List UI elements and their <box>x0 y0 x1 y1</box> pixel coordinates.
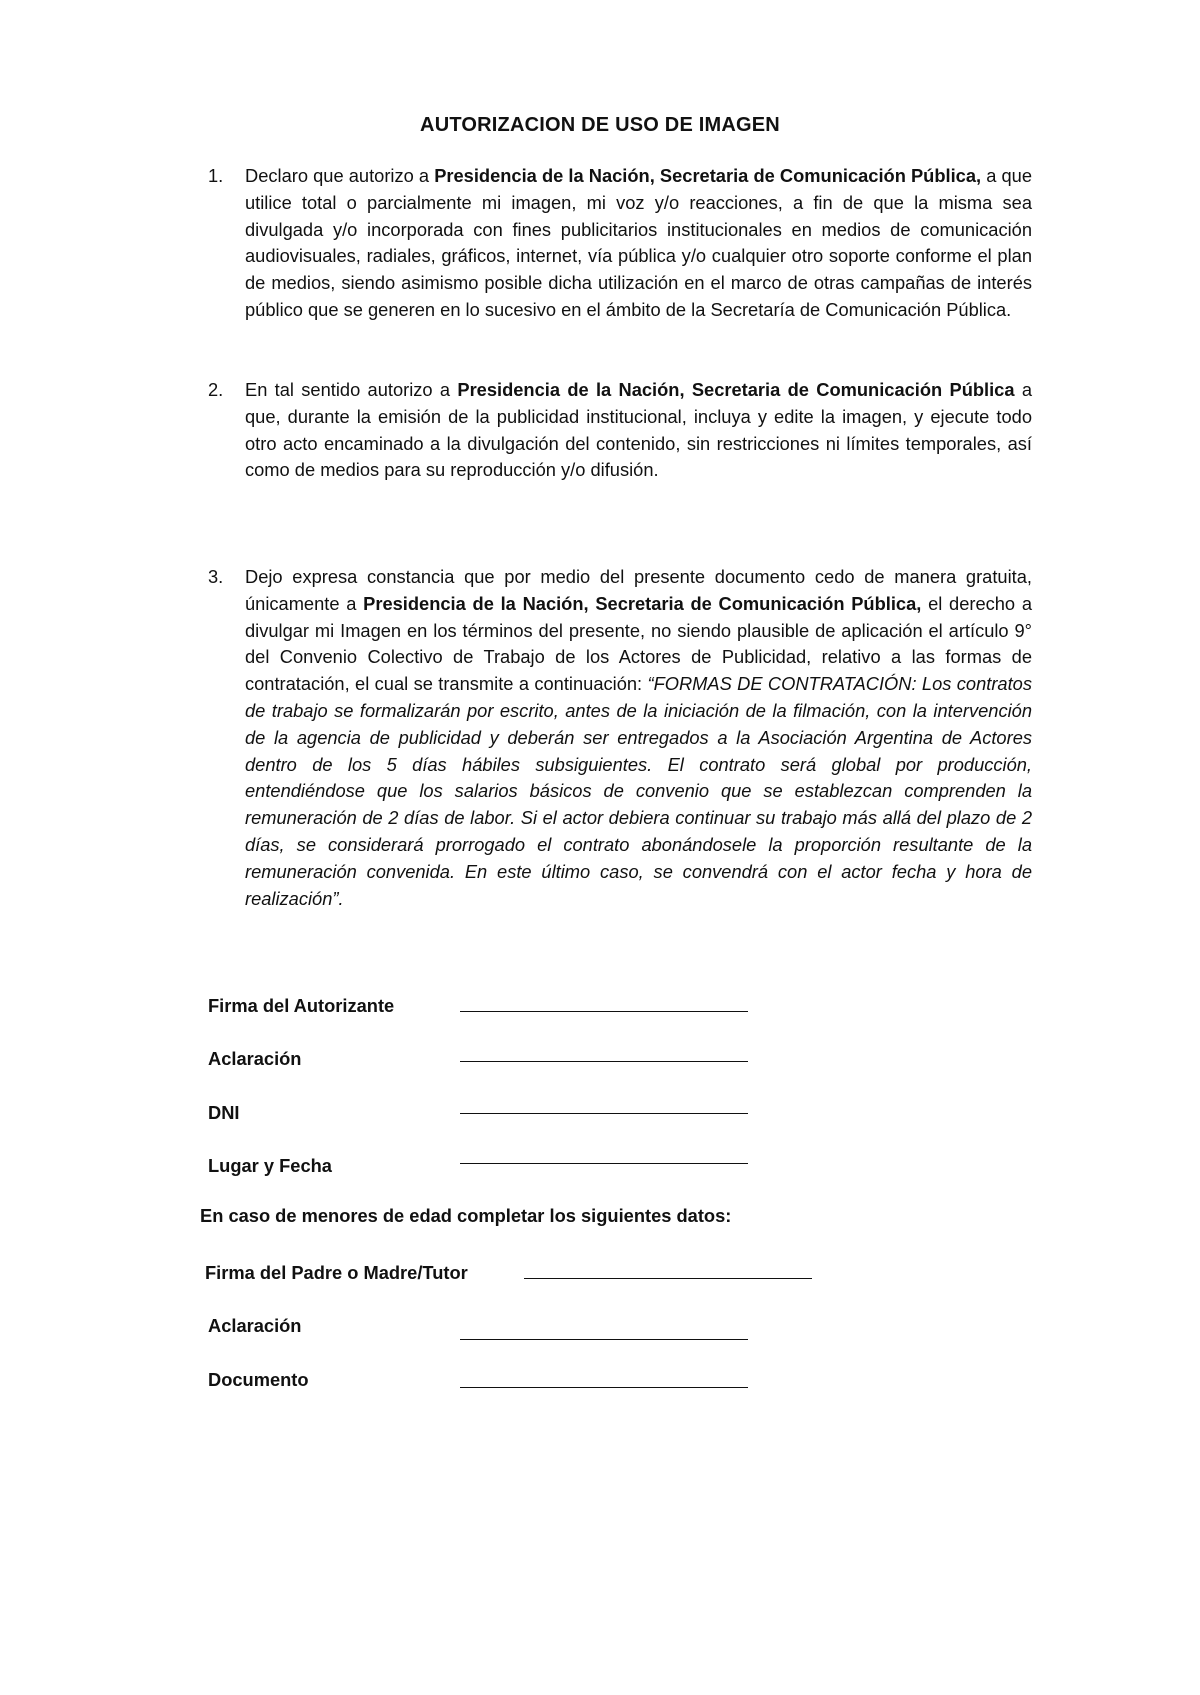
minor-clarification-line[interactable] <box>460 1339 748 1340</box>
clause-text: En tal sentido autorizo a <box>245 379 458 400</box>
dni-field-label: DNI <box>208 1102 240 1123</box>
clause-1 <box>208 163 1032 324</box>
signature-line[interactable] <box>460 1011 748 1012</box>
clause-entity-name: Presidencia de la Nación, Secretaria de Comunicación Pública, <box>434 165 982 186</box>
clause-body <box>245 377 1032 484</box>
clause-number: 1. <box>208 165 224 186</box>
minors-section-heading: En caso de menores de edad completar los siguientes datos: <box>200 1205 732 1226</box>
clarification-line[interactable] <box>460 1061 748 1062</box>
clause-text: a que, durante la emisión de la publicidad institucional, incluya y edite la imagen, y ejecute todo otro acto encaminado a la divulgación del contenido, sin restricciones ni límites temporales, así como de medios para su reproducción y/o difusión. <box>245 379 1033 481</box>
clause-text: el derecho a divulgar mi Imagen en los términos del presente, no siendo plausible de aplicación el artículo 9° del Convenio Colectivo de Trabajo de los Actores de Publicidad, relativo a las formas de contratación, el cual se transmite a continuación: <box>245 592 1033 695</box>
clarification-field-label: Aclaración <box>208 1048 302 1069</box>
clause-quoted-article: “FORMAS DE CONTRATACIÓN: Los contratos de trabajo se formalizarán por escrito, antes de la iniciación de la filmación, con la intervención de la agencia de publicidad y deberán ser entregados a la Asociación Argentina de Actores dentro de los 5 días hábiles subsiguientes. El contrato será global por producción, entendiéndose que los salarios básicos de convenio que se establezcan comprenden la remuneración de 2 días de labor. Si el actor debiera continuar su trabajo más allá del plazo de 2 días, se considerará prorrogado el contrato abonándosele la proporción resultante de la remuneración convenida. En este último caso, se convendrá con el actor fecha y hora de realización”. <box>245 673 1032 909</box>
clause-2 <box>208 377 1032 484</box>
clause-3 <box>208 564 1032 912</box>
minor-document-line[interactable] <box>460 1387 748 1388</box>
clause-entity-name: Presidencia de la Nación, Secretaria de Comunicación Pública <box>457 379 1015 400</box>
clause-entity-name: Presidencia de la Nación, Secretaria de Comunicación Pública, <box>363 592 922 614</box>
parent-signature-field-label: Firma del Padre o Madre/Tutor <box>205 1262 468 1283</box>
clause-number: 2. <box>208 379 224 400</box>
place-date-field-label: Lugar y Fecha <box>208 1155 332 1176</box>
parent-signature-line[interactable] <box>524 1278 812 1279</box>
document-title: AUTORIZACION DE USO DE IMAGEN <box>420 114 780 136</box>
signature-field-label: Firma del Autorizante <box>208 995 395 1016</box>
clause-text: Dejo expresa constancia que por medio del presente documento cedo de manera gratuita, únicamente a <box>245 566 1032 614</box>
clause-text: Declaro que autorizo a <box>245 165 435 186</box>
clause-text: a que utilice total o parcialmente mi imagen, mi voz y/o reacciones, a fin de que la misma sea divulgada y/o incorporada con fines publicitarios institucionales en medios de comunicación audiovisuales, radiales, gráficos, internet, vía pública y/o cualquier otro soporte conforme el plan de medios, siendo asimismo posible dicha utilización en el marco de otras campañas de interés público que se generen en lo sucesivo en el ámbito de la Secretaría de Comunicación Pública. <box>245 165 1033 320</box>
dni-line[interactable] <box>460 1113 748 1114</box>
clause-body <box>245 564 1032 912</box>
minor-clarification-field-label: Aclaración <box>208 1315 302 1336</box>
place-date-line[interactable] <box>460 1163 748 1164</box>
minor-document-field-label: Documento <box>208 1369 309 1390</box>
clause-body <box>245 163 1032 324</box>
clause-number: 3. <box>208 566 224 587</box>
